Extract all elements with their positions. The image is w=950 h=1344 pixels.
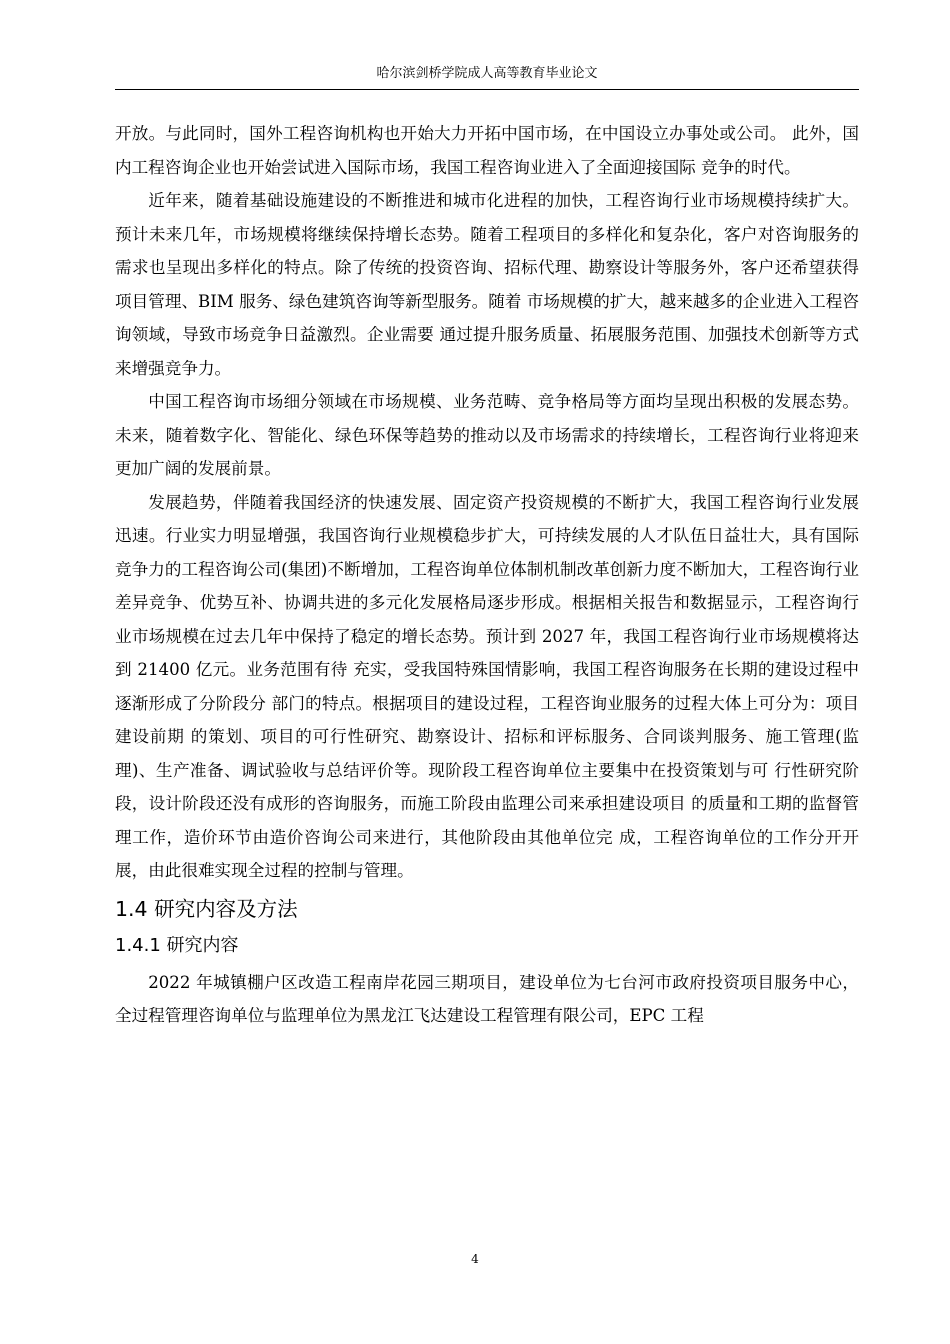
paragraph-market-scale: 近年来，随着基础设施建设的不断推进和城市化进程的加快，工程咨询行业市场规模持续扩大。预计未来几年，市场规模将继续保持增长态势。随着工程项目的多样化和复杂化，客户对咨询服务的需求也呈现出多样化的特点。除了传统的投资咨询、招标代理、勘察设计等服务外，客户还希望获得项目管理、BIM 服务、绿色建筑咨询等新型服务。随着 市场规模的扩大，越来越多的企业进入工程咨询领域，导致市场竞争日益激烈。企业需要 通过提升服务质量、拓展服务范围、加强技术创新等方式来增强竞争力。 [115,191,859,378]
page-number: 4 [471,1252,479,1266]
paragraph-continuation: 开放。与此同时，国外工程咨询机构也开始大力开拓中国市场，在中国设立办事处或公司。 此外，国内工程咨询企业也开始尝试进入国际市场，我国工程咨询业进入了全面迎接国际 竞争的时代。 [115,124,859,177]
subsection-heading: 1.4.1 研究内容 [115,934,239,956]
header-title: 哈尔滨剑桥学院成人高等教育毕业论文 [376,66,598,81]
paragraph-development-trend: 发展趋势，伴随着我国经济的快速发展、固定资产投资规模的不断扩大，我国工程咨询行业发展迅速。行业实力明显增强，我国咨询行业规模稳步扩大，可持续发展的人才队伍日益壮大，具有国际竞争力的工程咨询公司(集团)不断增加，工程咨询单位体制机制改革创新力度不断加大，工程咨询行业差异竞争、优势互补、协调共进的多元化发展格局逐步形成。根据相关报告和数据显示，工程咨询行业市场规模在过去几年中保持了稳定的增长态势。预计到 2027 年，我国工程咨询行业市场规模将达到 21400 亿元。业务范围有待 充实，受我国特殊国情影响，我国工程咨询服务在长期的建设过程中逐渐形成了分阶段分 部门的特点。根据项目的建设过程，工程咨询业服务的过程大体上可分为：项目建设前期 的策划、项目的可行性研究、勘察设计、招标和评标服务、合同谈判服务、施工管理(监 理)、生产准备、调试验收与总结评价等。现阶段工程咨询单位主要集中在投资策划与可 行性研究阶段，设计阶段还没有成形的咨询服务，而施工阶段由监理公司来承担建设项目 的质量和工期的监督管理工作，造价环节由造价咨询公司来进行，其他阶段由其他单位完 成，工程咨询单位的工作分开开展，由此很难实现全过程的控制与管理。 [115,492,859,880]
paragraph-project-intro: 2022 年城镇棚户区改造工程南岸花园三期项目，建设单位为七台河市政府投资项目服务中心，全过程管理咨询单位与监理单位为黑龙江飞达建设工程管理有限公司，EPC 工程 [115,972,859,1025]
section-heading: 1.4 研究内容及方法 [115,896,298,921]
paragraph-market-segments: 中国工程咨询市场细分领域在市场规模、业务范畴、竞争格局等方面均呈现出积极的发展态势。未来，随着数字化、智能化、绿色环保等趋势的推动以及市场需求的持续增长，工程咨询行业将迎来更加广阔的发展前景。 [115,392,859,478]
main-content [115,117,859,1033]
page-header [115,64,859,90]
